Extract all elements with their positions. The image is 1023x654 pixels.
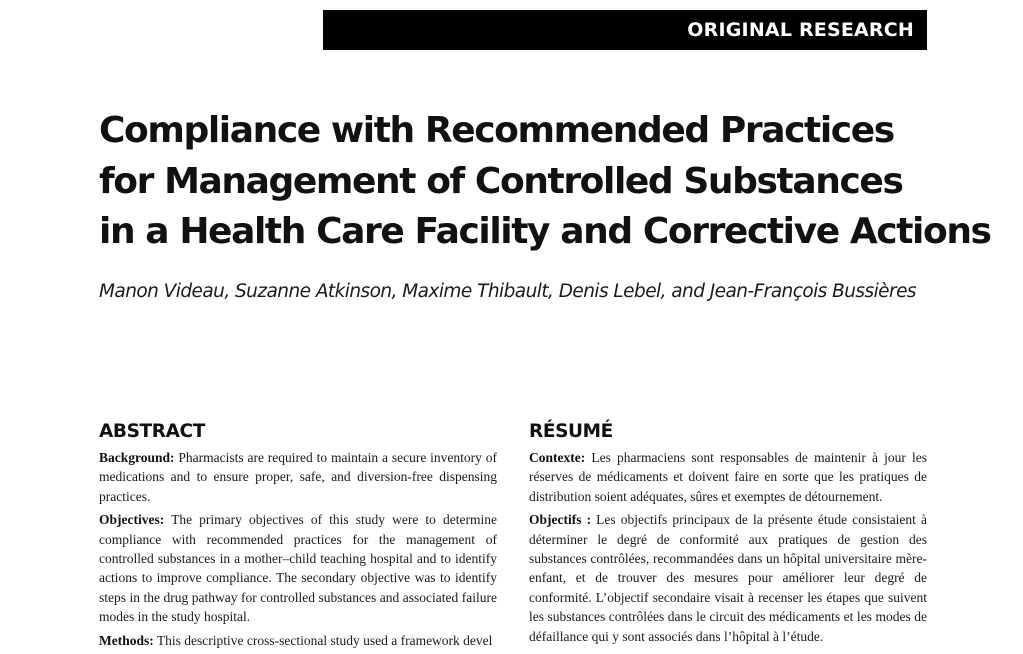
resume-column — [529, 420, 927, 650]
title-line: for Management of Controlled Substances — [99, 160, 903, 202]
abstract-heading: ABSTRACT — [99, 421, 205, 442]
section-lead: Objectifs : — [529, 512, 592, 528]
section-text: Les objectifs principaux de la présente étude consistaient à déterminer le degré de conformité aux pratiques de gestion des substances contrôlées, recommandées dans un hôpital universitaire mère-enfant, et de trouver des mesures pour améliorer leur degré de conformité. L’objectif secondaire visait à recenser les étapes que suivent les substances contrôlées dans le circuit des médicaments et les modes de défaillance qui y sont associés dans l’hôpital à l’étude. — [529, 512, 928, 644]
section-text: Pharmacists are required to maintain a secure inventory of medications and to ensure proper, safe, and diversion-free dispensing practices. — [99, 450, 497, 504]
section-lead: Contexte: — [529, 450, 586, 465]
abstract-column — [99, 420, 497, 654]
section-banner — [323, 10, 927, 50]
section-text: This descriptive cross-sectional study used a framework devel — [156, 632, 493, 648]
section-lead: Objectives: — [99, 512, 165, 528]
section-lead: Background: — [99, 450, 175, 465]
section-text: The primary objectives of this study were to determine compliance with recommended practices for the management of controlled substances in a mother–child teaching hospital and to identify actions to improve compliance. The secondary objective was to identify steps in the drug pathway for controlled substances and associated failure modes in the study hospital. — [99, 512, 497, 625]
title-line: Compliance with Recommended Practices — [99, 110, 894, 151]
section-lead: Methods: — [99, 632, 154, 648]
article-title — [99, 106, 991, 258]
abstract-background — [99, 448, 497, 506]
title-line: in a Health Care Facility and Corrective Actions — [99, 211, 991, 252]
abstract-objectives — [99, 510, 497, 626]
resume-objectifs — [529, 510, 927, 646]
section-text: Les pharmaciens sont responsables de maintenir à jour les réserves de médicaments et doivent faire en sorte que les pratiques de distribution soient adéquates, sûres et exemptes de détournement. — [529, 450, 927, 504]
resume-heading: RÉSUMÉ — [529, 421, 613, 442]
author-list: Manon Videau, Suzanne Atkinson, Maxime Thibault, Denis Lebel, and Jean-François Bussières — [99, 281, 916, 302]
resume-contexte — [529, 448, 927, 506]
banner-label: ORIGINAL RESEARCH — [687, 19, 914, 41]
abstract-methods — [99, 631, 497, 650]
